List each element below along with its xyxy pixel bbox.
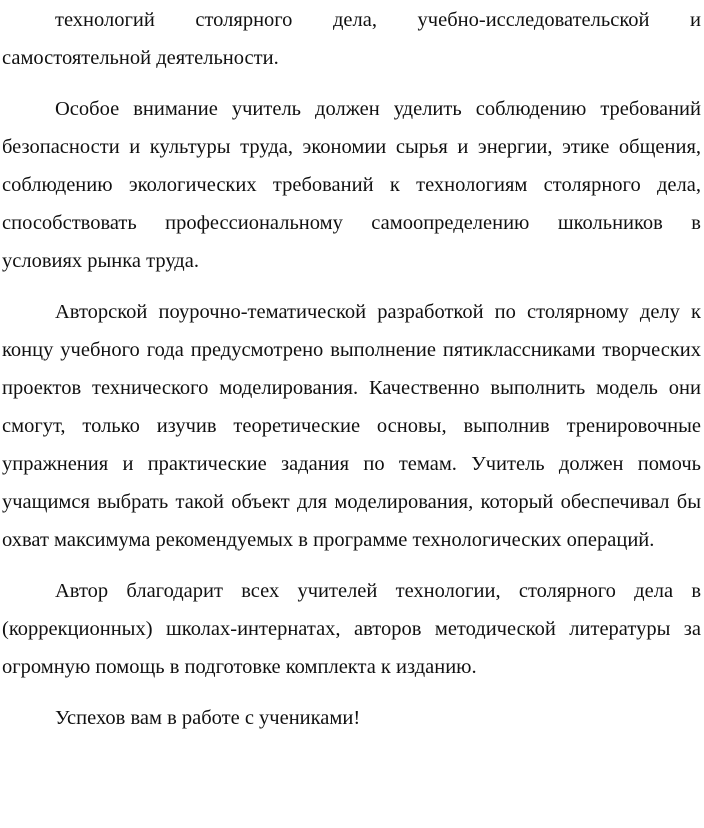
text-line: проектов технического моделирования. Качественно выполнить модель они: [2, 377, 701, 399]
text-line: способствовать профессиональному самоопределению школьников в: [2, 212, 701, 234]
text-line: Авторской поурочно-тематической разработкой по столярному делу к: [55, 301, 701, 323]
paragraph: [2, 572, 701, 686]
text-line: технологий столярного дела, учебно-исследовательской и: [55, 9, 701, 31]
paragraph: [2, 699, 701, 737]
paragraph: [2, 90, 701, 280]
text-line: учащимся выбрать такой объект для моделирования, который обеспечивал бы: [2, 491, 701, 513]
text-line: Автор благодарит всех учителей технологии, столярного дела в: [55, 580, 701, 602]
text-line: охват максимума рекомендуемых в программе технологических операций.: [2, 529, 655, 551]
text-line: упражнения и практические задания по темам. Учитель должен помочь: [2, 453, 701, 475]
text-line: концу учебного года предусмотрено выполнение пятиклассниками творческих: [2, 339, 701, 361]
text-line: самостоятельной деятельности.: [2, 47, 279, 69]
text-line: Успехов вам в работе с учениками!: [55, 707, 361, 729]
paragraph: [2, 1, 701, 77]
text-line: огромную помощь в подготовке комплекта к изданию.: [2, 656, 477, 678]
paragraph: [2, 293, 701, 559]
text-line: смогут, только изучив теоретические основы, выполнив тренировочные: [2, 415, 701, 437]
text-line: соблюдению экологических требований к технологиям столярного дела,: [2, 174, 701, 196]
text-line: Особое внимание учитель должен уделить соблюдению требований: [55, 98, 701, 120]
text-line: условиях рынка труда.: [2, 250, 199, 272]
text-line: безопасности и культуры труда, экономии сырья и энергии, этике общения,: [2, 136, 701, 158]
text-line: (коррекционных) школах-интернатах, авторов методической литературы за: [2, 618, 701, 640]
